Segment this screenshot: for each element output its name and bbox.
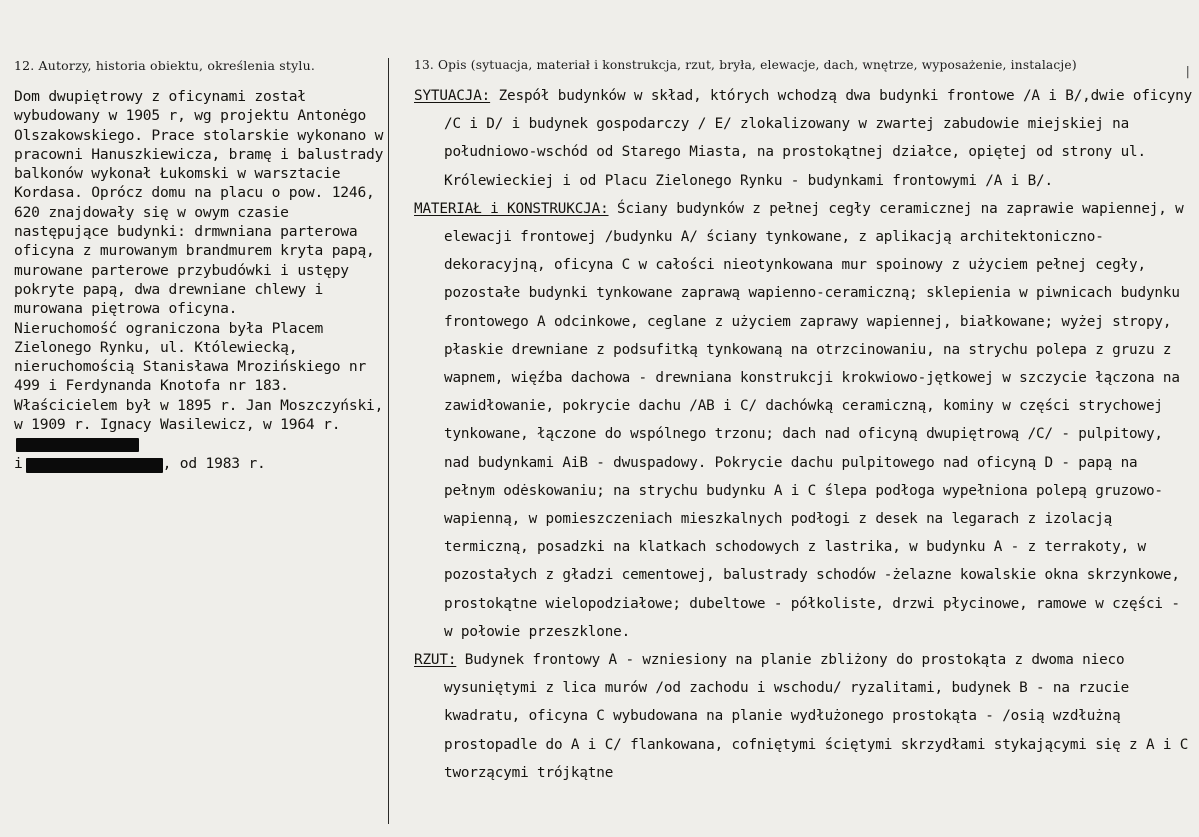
left-field-number: 12. [14, 58, 35, 73]
redaction-bar-2 [26, 458, 163, 473]
paragraph-material-konstrukcja [414, 195, 1194, 646]
right-field-label: Opis (sytuacja, materiał i konstrukcja, rzut, bryła, elewacje, dach, wnętrze, wyposażenie, instalacje) [437, 58, 1077, 72]
left-field-header [14, 58, 384, 73]
left-body-part-1: Dom dwupiętrowy z oficynami został wybudowany w 1905 r, wg projektu Antonėgo Olszakowskiego. Prace stolarskie wykonano w pracowni Hanuszkiewicza, bramę i balustrady balkonów wykonał Łukomski w warsztacie Kordasa. Oprócz domu na placu o pow. 1246, 620 znajdowały się w owym czasie następujące budynki: drmwniana parterowa oficyna z murowanym brandmurem kryta papą, murowane parterowe przybudówki i ustępy pokryte papą, dwa drewniane chlewy i murowana piętrowa oficyna. [14, 88, 392, 318]
left-body-part-2: Nieruchomość ograniczona była Placem Zielonego Rynku, ul. Któlewiecką, nieruchomością Stanisława Mrozińskiego nr 499 i Ferdynanda Knotofa nr 183. Właścicielem był w 1895 r. Jan Moszczyński, w 1909 r. Ignacy Wasilewicz, w 1964 r. [14, 319, 392, 434]
left-body-part-3: i [14, 454, 23, 472]
paragraph-sytuacja [414, 82, 1194, 195]
paragraph-label-sytuacja: SYTUACJA: [414, 88, 491, 104]
paragraph-text-rzut: Budynek frontowy A - wzniesiony na planie zbliżony do prostokąta z dwoma nieco wysuniętymi z lica murów /od zachodu i wschodu/ ryzalitami, budynek B - na rzucie kwadratu, oficyna C wybudowana na planie wydłużonego prostokąta - /osią wzdłużną prostopadle do A i C/ flankowana, cofniętymi ściętymi skrzydłami stykającymi się z A i C tworzącymi trójkątne [444, 652, 1189, 781]
paragraph-label-rzut: RZUT: [414, 652, 457, 669]
left-field-label: Autorzy, historia obiektu, określenia stylu. [38, 58, 316, 73]
paragraph-text-sytuacja: Zespół budynków w skład, których wchodzą dwa budynki frontowe /A i B/,dwie oficyny /C i D/ i budynek gospodarczy / E/ zlokalizowany w zwartej zabudowie miejskiej na południowo-wschód od Starego Miasta, na prostokątnej działce, opiętej od strony ul. Królewieckiej i od Placu Zielonego Rynku - budynkami frontowymi /A i B/. [444, 88, 1193, 189]
left-body-part-4: , od 1983 r. [162, 454, 266, 472]
left-column [14, 58, 392, 473]
corner-mark: | [1185, 64, 1190, 78]
redaction-bar-1 [16, 438, 139, 452]
right-column [414, 58, 1194, 787]
right-field-header [414, 58, 1194, 78]
column-divider [388, 58, 389, 824]
paragraph-text-material: Ściany budynków z pełnej cegły ceramicznej na zaprawie wapiennej, w elewacji frontowej /budynku A/ ściany tynkowane, z aplikacją architektoniczno-dekoracyjną, oficyna C w całości nieotynkowana mur spoinowy z użyciem pełnej cegły, pozostałe budynki tynkowane zaprawą wapienno-ceramiczną; sklepienia w piwnicach budynku frontowego A odcinkowe, ceglane z użyciem zaprawy wapiennej, białkowane; wyżej stropy, płaskie drewniane z podsufitką tynkowaną na otrzcinowaniu, na strychu polepa z gruzu z wapnem, więźba dachowa - drewniana konstrukcji krokwiowo-jętkowej w szczycie łączona na zawidłowanie, pokrycie dachu /AB i C/ dachówką ceramiczną, kominy w części strychowej tynkowane, łączone do wspólnego trzonu; dach nad oficyną dwupiętrową /C/ - pulpitowy, nad budynkami AiB - dwuspadowy. Pokrycie dachu pulpitowego nad oficyną D - papą na pełnym odėskowaniu; na strychu budynku A i C ślepa podłoga wypełniona polepą gruzowo-wapienną, w pomieszczeniach mieszkalnych podłogi z desek na legarach z izolacją termiczną, posadzki na klatkach schodowych z lastrika, w budynku A - z terrakoty, w pozostałych z gładzi cementowej, balustrady schodów -żelazne kowalskie okna skrzynkowe, prostokątne wielopodziałowe; dubeltowe - półkoliste, drzwi płycinowe, ramowe w części - w połowie przeszklone. [444, 200, 1184, 640]
right-field-body [414, 82, 1194, 787]
right-field-number: 13. [414, 58, 434, 72]
paragraph-label-material: MATERIAŁ i KONSTRUKCJA: [414, 200, 609, 217]
paragraph-rzut [414, 646, 1194, 787]
left-field-body [14, 87, 392, 473]
